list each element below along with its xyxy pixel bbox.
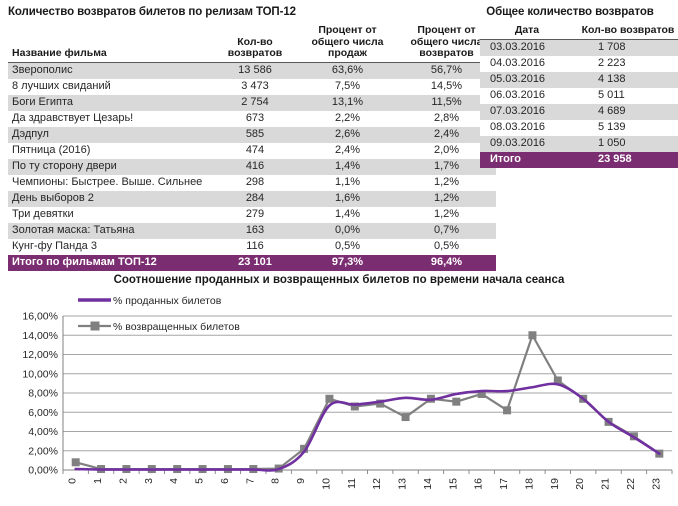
chart-series-line — [76, 384, 660, 471]
film-name: День выборов 2 — [12, 192, 94, 204]
films-total-row — [8, 255, 496, 271]
table-row — [8, 95, 496, 111]
film-pct-returns: 11,5% — [431, 96, 462, 108]
film-pct-returns: 1,7% — [433, 160, 460, 172]
table-row — [8, 127, 496, 143]
x-axis-tick-label: 7 — [244, 478, 257, 484]
film-name: Дэдпул — [12, 128, 49, 140]
film-pct-sales: 2,2% — [334, 112, 361, 124]
table-row — [8, 143, 496, 159]
film-pct-sales: 13,1% — [331, 96, 364, 108]
films-table-head — [8, 24, 496, 62]
table-row — [8, 79, 496, 95]
date-value: 09.03.2016 — [490, 137, 546, 149]
dates-header-row — [480, 24, 678, 39]
y-axis-tick-label: 10,00% — [22, 368, 58, 381]
film-name: По ту сторону двери — [12, 160, 117, 172]
table-row — [8, 239, 496, 255]
x-axis-tick-label: 18 — [523, 478, 536, 490]
dates-table-head — [480, 24, 678, 39]
chart-data-point-marker — [72, 458, 80, 466]
x-axis-tick-label: 13 — [396, 478, 409, 490]
film-count: 279 — [245, 208, 265, 220]
table-row — [480, 120, 678, 136]
x-axis-tick-label: 11 — [345, 478, 358, 489]
table-row — [8, 223, 496, 239]
films-col-pct-sales: Процент от общего числа продаж — [311, 24, 384, 59]
x-axis-tick-label: 20 — [574, 478, 587, 490]
dates-table — [480, 24, 678, 168]
films-total-pct-returns: 96,4% — [430, 256, 463, 268]
date-count: 4 689 — [598, 105, 626, 117]
x-axis-tick-label: 19 — [548, 478, 561, 490]
film-pct-sales: 63,6% — [331, 64, 364, 76]
x-axis-tick-label: 12 — [371, 478, 384, 490]
date-value: 08.03.2016 — [490, 121, 546, 133]
table-row — [8, 207, 496, 223]
film-pct-returns: 2,8% — [433, 112, 460, 124]
x-axis-tick-label: 1 — [92, 478, 105, 484]
film-count: 2 754 — [241, 96, 269, 108]
x-axis-tick-label: 0 — [66, 478, 79, 484]
films-header-row — [8, 24, 496, 62]
films-table — [8, 24, 496, 271]
film-count: 163 — [245, 224, 265, 236]
legend-label-returned: % возвращенных билетов — [113, 321, 240, 333]
chart-data-point-marker — [325, 395, 333, 403]
films-total-label: Итого по фильмам ТОП-12 — [12, 256, 157, 268]
x-axis-tick-label: 15 — [447, 478, 460, 490]
dates-col-date: Дата — [514, 24, 540, 36]
y-axis-tick-label: 16,00% — [22, 310, 58, 323]
film-pct-returns: 0,5% — [433, 240, 460, 252]
film-pct-sales: 7,5% — [334, 80, 361, 92]
film-count: 585 — [245, 128, 265, 140]
y-axis-tick-label: 0,00% — [28, 464, 58, 477]
date-count: 1 050 — [598, 137, 626, 149]
y-axis-tick-label: 4,00% — [28, 426, 58, 439]
chart-data-point-marker — [402, 413, 410, 421]
film-name: Да здравствует Цезарь! — [12, 112, 134, 124]
time-distribution-line-chart — [0, 286, 678, 498]
film-pct-returns: 2,0% — [433, 144, 460, 156]
film-pct-sales: 2,6% — [334, 128, 361, 140]
y-axis-tick-label: 14,00% — [22, 329, 58, 342]
table-row — [8, 175, 496, 191]
y-axis-tick-label: 12,00% — [22, 349, 58, 362]
table-row — [480, 136, 678, 152]
x-axis-tick-label: 10 — [320, 478, 333, 490]
dates-total-count: 23 958 — [598, 153, 632, 165]
film-name: Три девятки — [12, 208, 74, 220]
chart-data-point-marker — [503, 406, 511, 414]
y-axis-tick-label: 6,00% — [28, 406, 58, 419]
film-count: 3 473 — [241, 80, 269, 92]
table-row — [8, 62, 496, 79]
films-table-body — [8, 62, 496, 271]
film-pct-returns: 14,5% — [430, 80, 463, 92]
film-pct-sales: 1,4% — [334, 208, 361, 220]
date-value: 03.03.2016 — [490, 41, 546, 53]
films-block — [0, 0, 483, 271]
dates-table-title: Общее количество возвратов — [486, 6, 654, 18]
table-row — [480, 72, 678, 88]
film-name: Зверополис — [12, 64, 73, 76]
film-name: Боги Египта — [12, 96, 74, 108]
film-pct-returns: 2,4% — [433, 128, 460, 140]
films-total-count: 23 101 — [238, 256, 272, 268]
legend-label-sold: % проданных билетов — [113, 295, 222, 307]
table-row — [8, 111, 496, 127]
film-count: 474 — [245, 144, 265, 156]
table-row — [480, 104, 678, 120]
film-pct-sales: 0,5% — [334, 240, 361, 252]
film-name: Пятница (2016) — [12, 144, 91, 156]
film-pct-returns: 0,7% — [433, 224, 460, 236]
table-row — [480, 56, 678, 72]
film-count: 416 — [245, 160, 265, 172]
date-value: 04.03.2016 — [490, 57, 546, 69]
film-count: 13 586 — [238, 64, 272, 76]
dates-total-label: Итого — [490, 153, 522, 165]
film-count: 298 — [245, 176, 265, 188]
film-name: Кунг-фу Панда 3 — [12, 240, 97, 252]
chart-data-point-marker — [452, 398, 460, 406]
x-axis-tick-label: 23 — [650, 478, 663, 490]
film-count: 284 — [245, 192, 265, 204]
films-col-pct-returns: Процент от общего числа возвратов — [410, 24, 483, 59]
x-axis-tick-label: 3 — [142, 478, 155, 484]
legend-swatch-returned-marker — [91, 322, 100, 331]
dates-total-row — [480, 152, 678, 168]
date-value: 05.03.2016 — [490, 73, 546, 85]
film-name: 8 лучших свиданий — [12, 80, 111, 92]
film-pct-sales: 0,0% — [334, 224, 361, 236]
film-pct-sales: 1,6% — [334, 192, 361, 204]
film-count: 116 — [246, 240, 264, 252]
date-value: 07.03.2016 — [490, 105, 546, 117]
date-count: 5 139 — [598, 121, 626, 133]
dates-block — [470, 0, 675, 168]
x-axis-tick-label: 21 — [599, 478, 612, 490]
x-axis-tick-label: 22 — [624, 478, 637, 490]
films-col-name: Название фильма — [12, 47, 107, 59]
table-row — [480, 88, 678, 104]
table-row — [480, 39, 678, 56]
date-count: 2 223 — [598, 57, 626, 69]
date-count: 1 708 — [598, 41, 626, 53]
x-axis-tick-label: 8 — [269, 478, 282, 484]
film-pct-returns: 1,2% — [433, 192, 460, 204]
x-axis-tick-label: 14 — [421, 478, 434, 490]
film-pct-returns: 1,2% — [433, 208, 460, 220]
x-axis-tick-label: 2 — [117, 478, 130, 484]
chart-legend — [78, 295, 240, 333]
films-col-count: Кол-во возвратов — [227, 35, 283, 59]
date-count: 4 138 — [598, 73, 626, 85]
x-axis-tick-label: 4 — [168, 478, 181, 484]
film-count: 673 — [245, 112, 265, 124]
chart-area — [0, 272, 678, 506]
date-value: 06.03.2016 — [490, 89, 546, 101]
film-pct-sales: 2,4% — [334, 144, 361, 156]
film-name: Золотая маска: Татьяна — [12, 224, 135, 236]
film-pct-returns: 56,7% — [430, 64, 463, 76]
chart-series-sold — [76, 384, 660, 471]
x-axis-tick-label: 17 — [498, 478, 511, 490]
film-pct-sales: 1,1% — [334, 176, 361, 188]
dates-table-body — [480, 39, 678, 168]
x-axis-tick-label: 5 — [193, 478, 206, 484]
y-axis-tick-label: 8,00% — [28, 387, 58, 400]
y-axis-tick-label: 2,00% — [28, 445, 58, 458]
film-pct-returns: 1,2% — [433, 176, 460, 188]
films-total-pct-sales: 97,3% — [331, 256, 364, 268]
films-table-title: Количество возвратов билетов по релизам ТОП-12 — [8, 6, 296, 18]
chart-data-point-marker — [528, 331, 536, 339]
film-name: Чемпионы: Быстрее. Выше. Сильнее — [12, 176, 203, 188]
x-axis-tick-label: 9 — [295, 478, 308, 484]
film-pct-sales: 1,4% — [334, 160, 361, 172]
x-axis-tick-label: 6 — [218, 478, 231, 484]
table-row — [8, 191, 496, 207]
date-count: 5 011 — [598, 89, 625, 101]
table-row — [8, 159, 496, 175]
dates-col-count: Кол-во возвратов — [581, 24, 675, 36]
chart-title: Соотношение проданных и возвращенных билетов по времени начала сеанса — [113, 274, 565, 286]
x-axis-tick-label: 16 — [472, 478, 485, 490]
